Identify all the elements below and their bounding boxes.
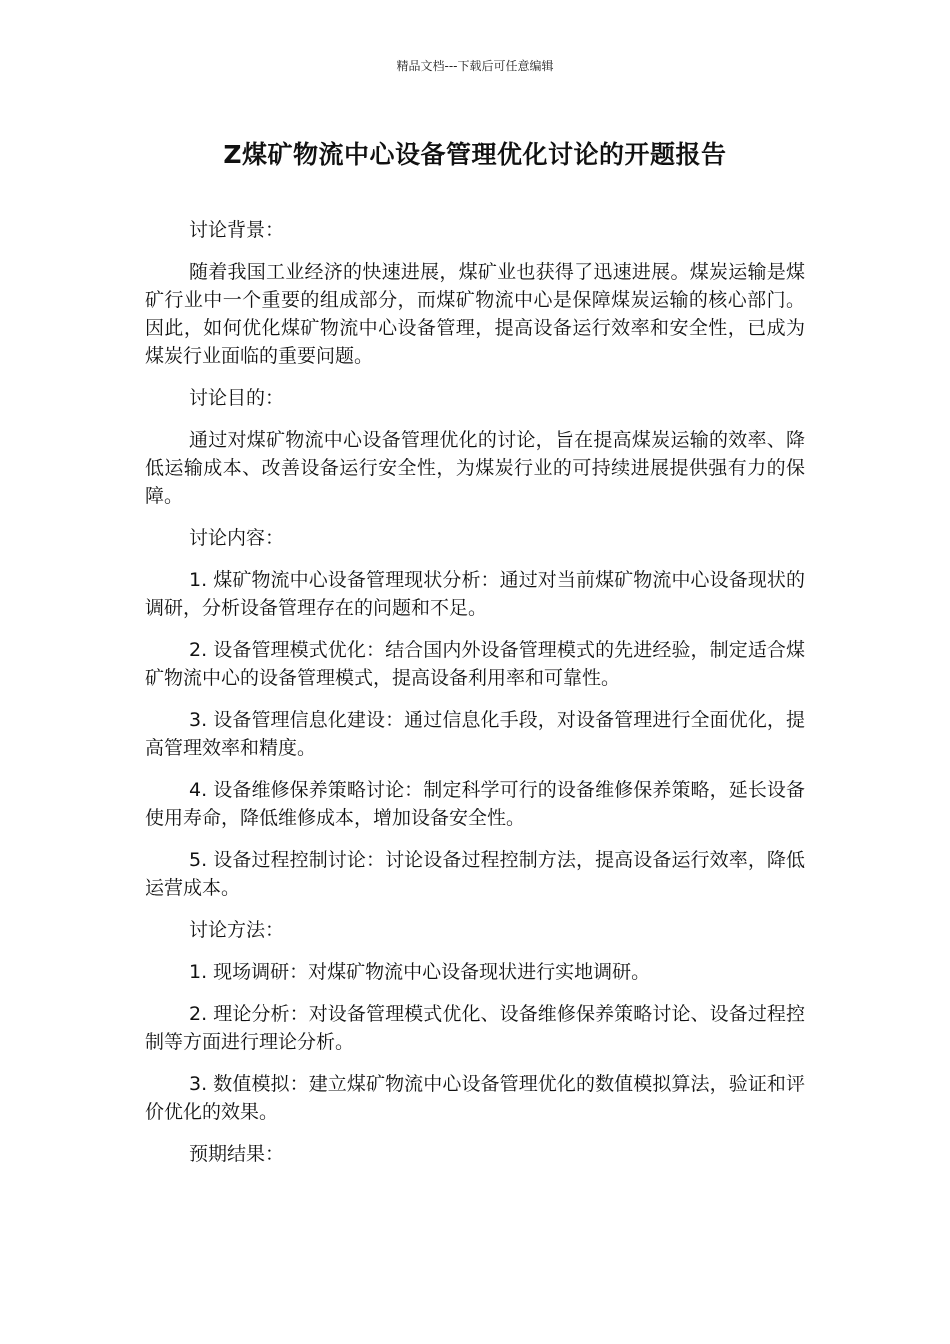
content-item-3: 3. 设备管理信息化建设：通过信息化手段，对设备管理进行全面优化，提高管理效率和精度。 [145,709,805,759]
section-heading-method: 讨论方法： [189,919,285,941]
content-item-2: 2. 设备管理模式优化：结合国内外设备管理模式的先进经验，制定适合煤矿物流中心的设备管理模式，提高设备利用率和可靠性。 [145,639,805,689]
paragraph-purpose: 通过对煤矿物流中心设备管理优化的讨论，旨在提高煤炭运输的效率、降低运输成本、改善设备运行安全性，为煤炭行业的可持续进展提供强有力的保障。 [145,429,805,507]
paragraph-background: 随着我国工业经济的快速进展，煤矿业也获得了迅速进展。煤炭运输是煤矿行业中一个重要的组成部分，而煤矿物流中心是保障煤炭运输的核心部门。因此，如何优化煤矿物流中心设备管理，提高设备运行效率和安全性，已成为煤炭行业面临的重要问题。 [145,261,805,367]
content-item-5: 5. 设备过程控制讨论：讨论设备过程控制方法，提高设备运行效率，降低运营成本。 [145,849,805,899]
method-item-3: 3. 数值模拟：建立煤矿物流中心设备管理优化的数值模拟算法，验证和评价优化的效果。 [145,1073,805,1123]
method-item-2: 2. 理论分析：对设备管理模式优化、设备维修保养策略讨论、设备过程控制等方面进行理论分析。 [145,1003,805,1053]
method-item-1: 1. 现场调研：对煤矿物流中心设备现状进行实地调研。 [189,961,651,983]
section-heading-background: 讨论背景： [189,219,285,241]
page-header: 精品文档---下载后可任意编辑 [396,59,554,73]
section-heading-content: 讨论内容： [189,527,285,549]
content-item-4: 4. 设备维修保养策略讨论：制定科学可行的设备维修保养策略，延长设备使用寿命，降低维修成本，增加设备安全性。 [145,779,805,829]
section-heading-purpose: 讨论目的： [189,387,285,409]
section-heading-expected-results: 预期结果： [189,1143,285,1165]
document-title: Z煤矿物流中心设备管理优化讨论的开题报告 [223,140,727,169]
document-body [145,216,805,1182]
content-item-1: 1. 煤矿物流中心设备管理现状分析：通过对当前煤矿物流中心设备现状的调研，分析设备管理存在的问题和不足。 [145,569,805,619]
